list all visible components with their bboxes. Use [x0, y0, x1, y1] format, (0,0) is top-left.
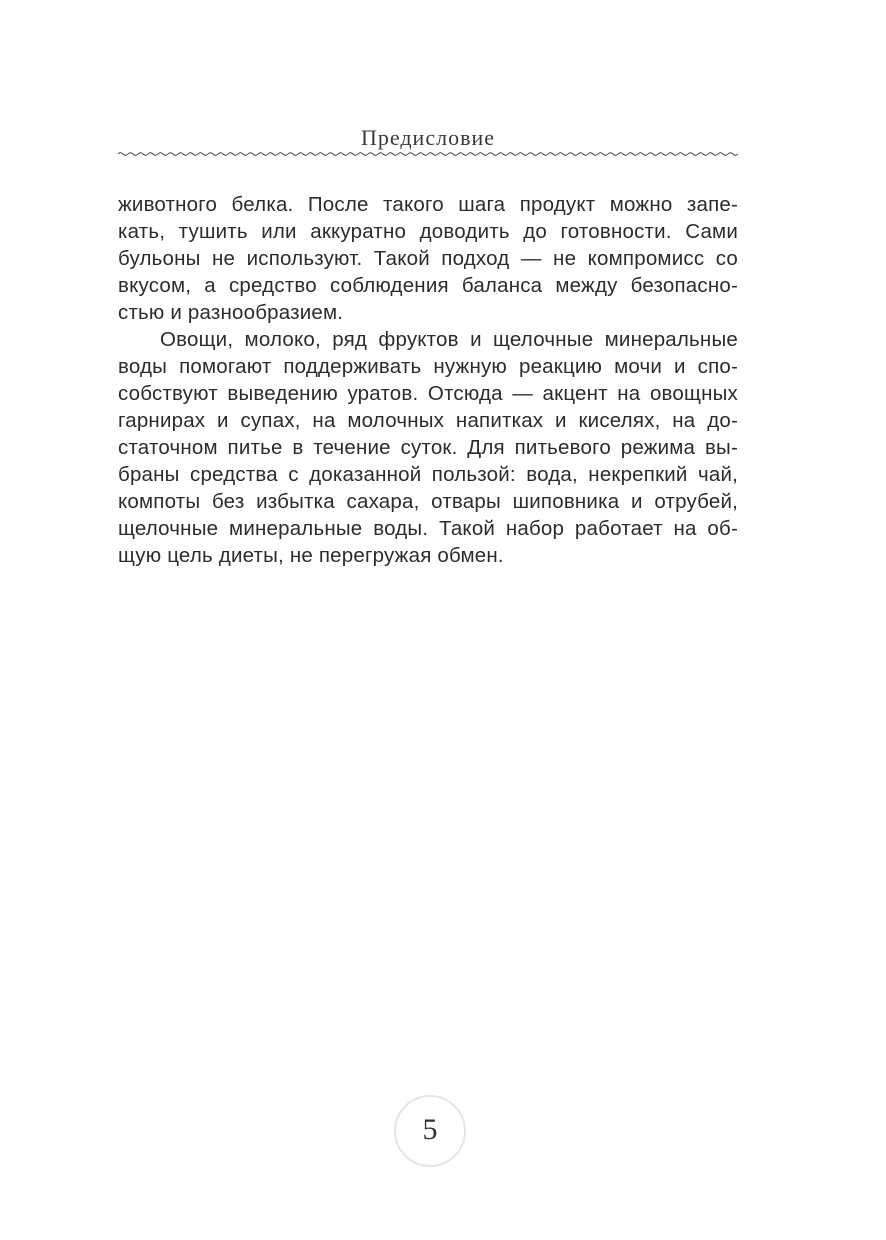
text-line: собствуют выведению уратов. Отсюда — акцент на овощных	[118, 382, 738, 405]
text-line: стью и разнообразием.	[118, 301, 344, 324]
page-number-badge	[394, 1095, 466, 1167]
text-line: животного белка. После такого шага продукт можно запе-	[118, 193, 738, 216]
text-line: гарнирах и супах, на молочных напитках и киселях, на до-	[118, 409, 738, 432]
body-text	[118, 191, 738, 569]
text-line: воды помогают поддерживать нужную реакцию мочи и спо-	[118, 355, 738, 378]
text-line: браны средства с доказанной пользой: вода, некрепкий чай,	[118, 463, 738, 486]
running-head: Предисловие	[361, 125, 495, 150]
text-line: щую цель диеты, не перегружая обмен.	[118, 544, 504, 567]
text-line: бульоны не используют. Такой подход — не компромисс со	[118, 247, 738, 270]
text-line: кать, тушить или аккуратно доводить до готовности. Сами	[118, 220, 738, 243]
text-line: Овощи, молоко, ряд фруктов и щелочные минеральные	[160, 328, 738, 351]
text-line: щелочные минеральные воды. Такой набор работает на об-	[118, 517, 738, 540]
wavy-divider-line	[118, 150, 738, 157]
text-line: вкусом, а средство соблюдения баланса между безопасно-	[118, 274, 738, 297]
text-line: статочном питье в течение суток. Для питьевого режима вы-	[118, 436, 738, 459]
page-number: 5	[422, 1113, 438, 1146]
text-line: компоты без избытка сахара, отвары шиповника и отрубей,	[118, 490, 738, 513]
